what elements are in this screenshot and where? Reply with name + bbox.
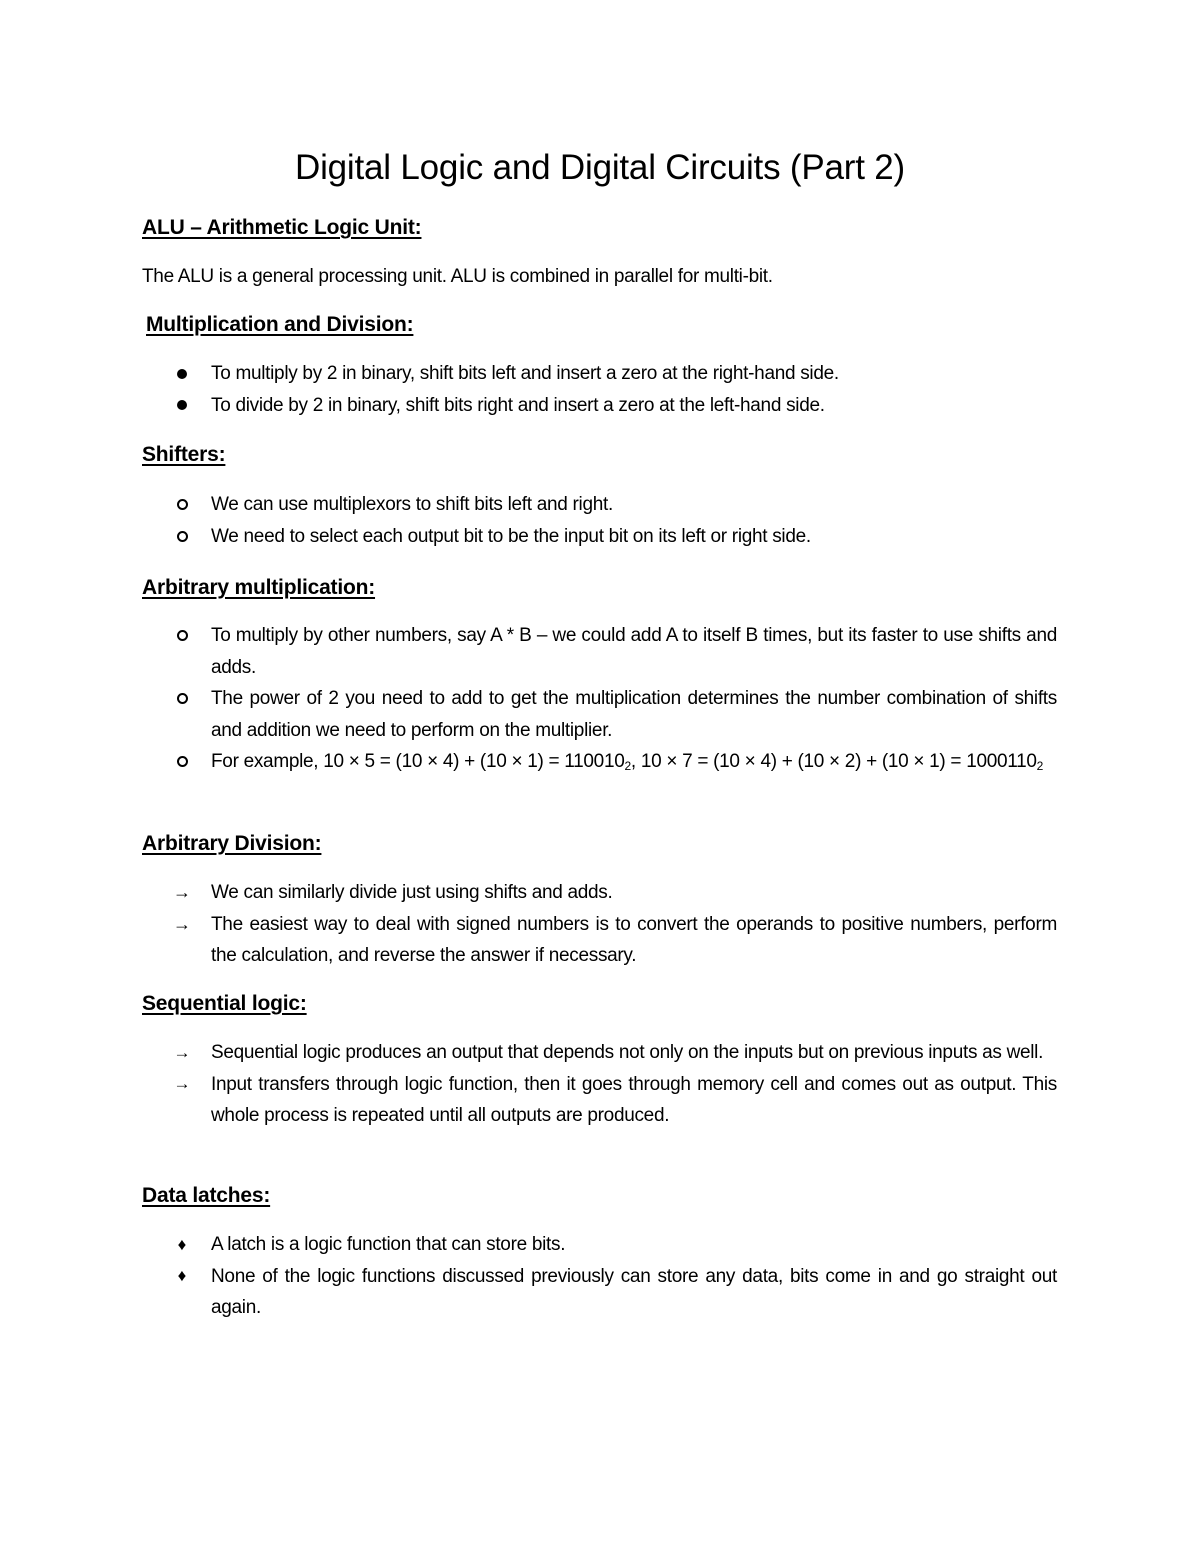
multiplication-example: For example, $10 \times 5 = (10 \times 4) + (10 \times 1) = 110010_2$, $10 \times 7 = (10 \times 4) + (10 \times 2) + (10 \times 1) = 1000110_2$ bbox=[211, 751, 1044, 773]
bullet-dot-icon bbox=[170, 358, 194, 389]
list-item: ♦ None of the logic functions discussed previously can store any data, bits come in and go straight out again. bbox=[0, 1261, 1200, 1324]
list-item: To multiply by 2 in binary, shift bits left and insert a zero at the right-hand side. bbox=[0, 358, 1200, 390]
diamond-bullet-icon: ♦ bbox=[177, 1234, 187, 1254]
heading-sequential-logic: Sequential logic: bbox=[142, 992, 307, 1015]
list-item bbox=[0, 746, 1200, 778]
diamond-bullet-icon: ♦ bbox=[177, 1266, 187, 1285]
data-latches-list bbox=[0, 1229, 1200, 1324]
bullet-circle-icon bbox=[170, 683, 194, 714]
list-item: To divide by 2 in binary, shift bits right and insert a zero at the left-hand side. bbox=[0, 390, 1200, 422]
list-item: To multiply by other numbers, say A * B – we could add A to itself B times, but its faster to use shifts and adds. bbox=[0, 620, 1200, 683]
sequential-logic-list bbox=[0, 1037, 1200, 1132]
bullet-circle-icon bbox=[170, 489, 194, 520]
list-item: → Input transfers through logic function, then it goes through memory cell and comes out as output. This whole process is repeated until all outputs are produced. bbox=[0, 1069, 1200, 1132]
arbitrary-multiplication-list bbox=[0, 620, 1200, 778]
arrow-right-icon: → bbox=[173, 913, 191, 934]
shifters-list bbox=[0, 489, 1200, 552]
list-item: We need to select each output bit to be the input bit on its left or right side. bbox=[0, 521, 1200, 553]
heading-data-latches: Data latches: bbox=[142, 1184, 271, 1207]
arrow-right-icon: → bbox=[173, 1042, 191, 1062]
arbitrary-division-list bbox=[0, 877, 1200, 972]
list-item: We can use multiplexors to shift bits left and right. bbox=[0, 489, 1200, 521]
heading-arbitrary-division: Arbitrary Division: bbox=[142, 832, 322, 855]
heading-alu: ALU – Arithmetic Logic Unit: bbox=[142, 216, 422, 239]
alu-paragraph: The ALU is a general processing unit. ALU is combined in parallel for multi-bit. bbox=[142, 266, 773, 287]
list-item: → We can similarly divide just using shifts and adds. bbox=[0, 877, 1200, 909]
bullet-dot-icon bbox=[170, 390, 194, 421]
multiplication-division-list bbox=[0, 358, 1200, 421]
heading-shifters: Shifters: bbox=[142, 443, 226, 466]
bullet-circle-icon bbox=[170, 620, 194, 651]
heading-arbitrary-multiplication: Arbitrary multiplication: bbox=[142, 576, 376, 599]
list-item: ♦ A latch is a logic function that can store bits. bbox=[0, 1229, 1200, 1261]
heading-multiplication-division: Multiplication and Division: bbox=[146, 313, 414, 336]
list-item: The power of 2 you need to add to get the multiplication determines the number combination of shifts and addition we need to perform on the multiplier. bbox=[0, 683, 1200, 746]
bullet-circle-icon bbox=[170, 521, 194, 552]
arrow-right-icon: → bbox=[173, 882, 191, 902]
list-item: → The easiest way to deal with signed numbers is to convert the operands to positive numbers, perform the calculation, and reverse the answer if necessary. bbox=[0, 909, 1200, 972]
arrow-right-icon: → bbox=[173, 1074, 191, 1093]
list-item: → Sequential logic produces an output that depends not only on the inputs but on previous inputs as well. bbox=[0, 1037, 1200, 1069]
page-title: Digital Logic and Digital Circuits (Part 2) bbox=[295, 148, 905, 187]
bullet-circle-icon bbox=[170, 746, 194, 777]
